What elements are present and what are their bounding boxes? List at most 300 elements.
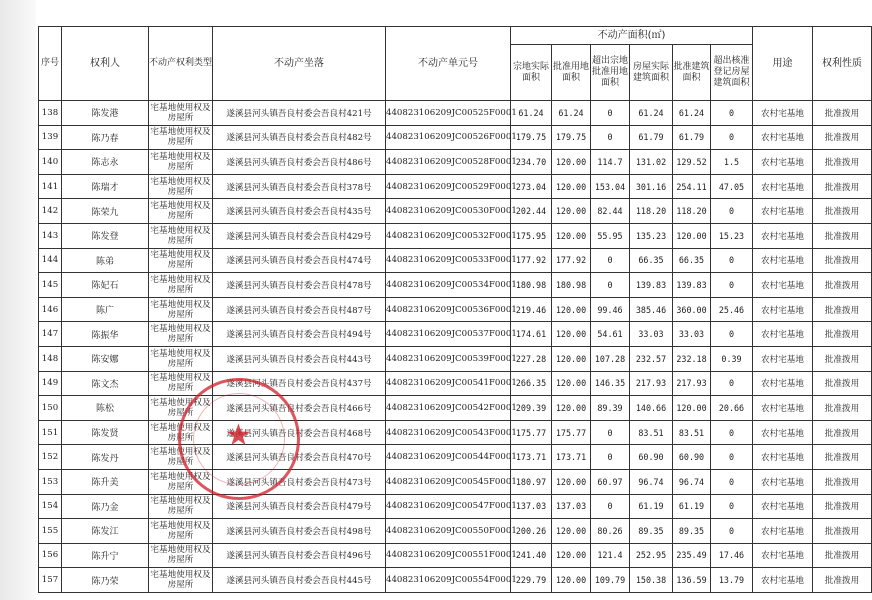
- row-right-type: 宅基地使用权及房屋所: [149, 543, 213, 568]
- table-row: [39, 199, 872, 224]
- row-seq: 149: [39, 371, 62, 396]
- row-right-type: 宅基地使用权及房屋所: [149, 297, 213, 322]
- row-excess-land: 0: [591, 101, 630, 126]
- row-usage: 农村宅基地: [753, 223, 813, 248]
- row-excess-land: 153.04: [591, 174, 630, 199]
- row-actual-land: 180.97: [511, 469, 552, 494]
- row-house-actual: 118.20: [630, 199, 673, 224]
- row-excess-land: 80.26: [591, 519, 630, 544]
- row-house-actual: 301.16: [630, 174, 673, 199]
- row-owner: 陈发登: [62, 223, 149, 248]
- row-excess-land: 55.95: [591, 223, 630, 248]
- row-excess-land: 99.46: [591, 297, 630, 322]
- row-actual-land: 61.24: [511, 101, 552, 126]
- table-row: [39, 150, 872, 175]
- row-location: 遂溪县河头镇吾良村委会吾良村496号: [213, 543, 386, 568]
- property-registry-table: [38, 26, 872, 593]
- row-excess-build: 13.79: [711, 568, 753, 593]
- row-usage: 农村宅基地: [753, 199, 813, 224]
- header-location: 不动产坐落: [213, 27, 386, 101]
- row-right-type: 宅基地使用权及房屋所: [149, 174, 213, 199]
- row-actual-land: 137.03: [511, 494, 552, 519]
- table-row: [39, 396, 872, 421]
- row-approved-build: 120.00: [673, 223, 711, 248]
- row-excess-land: 60.97: [591, 469, 630, 494]
- page-fold-shadow: [0, 0, 36, 600]
- row-usage: 农村宅基地: [753, 322, 813, 347]
- row-excess-build: 0: [711, 101, 753, 126]
- row-right-type: 宅基地使用权及房屋所: [149, 223, 213, 248]
- row-approved-land: 180.98: [552, 273, 591, 298]
- row-right-type: 宅基地使用权及房屋所: [149, 469, 213, 494]
- row-usage: 农村宅基地: [753, 445, 813, 470]
- row-seq: 147: [39, 322, 62, 347]
- row-right-type: 宅基地使用权及房屋所: [149, 273, 213, 298]
- row-house-actual: 61.19: [630, 494, 673, 519]
- row-approved-land: 120.00: [552, 346, 591, 371]
- row-excess-land: 82.44: [591, 199, 630, 224]
- row-right-type: 宅基地使用权及房屋所: [149, 445, 213, 470]
- row-owner: 陈文杰: [62, 371, 149, 396]
- table-row: [39, 248, 872, 273]
- row-right-type: 宅基地使用权及房屋所: [149, 371, 213, 396]
- row-nature: 批准拨用: [813, 322, 872, 347]
- row-approved-build: 96.74: [673, 469, 711, 494]
- row-approved-land: 175.77: [552, 420, 591, 445]
- header-unit-no: 不动产单元号: [386, 27, 511, 101]
- row-excess-land: 54.61: [591, 322, 630, 347]
- row-owner: 陈乃金: [62, 494, 149, 519]
- row-excess-build: 0: [711, 494, 753, 519]
- row-seq: 152: [39, 445, 62, 470]
- row-excess-build: 0: [711, 469, 753, 494]
- row-location: 遂溪县河头镇吾良村委会吾良村421号: [213, 101, 386, 126]
- row-excess-land: 114.7: [591, 150, 630, 175]
- table-row: [39, 445, 872, 470]
- row-owner: 陈松: [62, 396, 149, 421]
- row-seq: 151: [39, 420, 62, 445]
- row-actual-land: 273.04: [511, 174, 552, 199]
- row-owner: 陈乃春: [62, 125, 149, 150]
- row-location: 遂溪县河头镇吾良村委会吾良村429号: [213, 223, 386, 248]
- row-seq: 156: [39, 543, 62, 568]
- row-usage: 农村宅基地: [753, 273, 813, 298]
- row-location: 遂溪县河头镇吾良村委会吾良村474号: [213, 248, 386, 273]
- row-excess-land: 121.4: [591, 543, 630, 568]
- table-row: [39, 223, 872, 248]
- row-actual-land: 202.44: [511, 199, 552, 224]
- row-unit-no: 440823106209JC00554F0001: [386, 568, 511, 593]
- header-owner: 权利人: [62, 27, 149, 101]
- header-actual-land: 宗地实际面积: [511, 45, 552, 101]
- row-excess-land: 0: [591, 494, 630, 519]
- row-house-actual: 61.24: [630, 101, 673, 126]
- row-right-type: 宅基地使用权及房屋所: [149, 101, 213, 126]
- row-excess-land: 0: [591, 273, 630, 298]
- row-owner: 陈发丹: [62, 445, 149, 470]
- row-usage: 农村宅基地: [753, 174, 813, 199]
- row-nature: 批准拨用: [813, 420, 872, 445]
- row-nature: 批准拨用: [813, 248, 872, 273]
- row-owner: 陈志永: [62, 150, 149, 175]
- row-owner: 陈发贤: [62, 420, 149, 445]
- row-unit-no: 440823106209JC00526F0001: [386, 125, 511, 150]
- row-owner: 陈安娜: [62, 346, 149, 371]
- row-house-actual: 135.23: [630, 223, 673, 248]
- row-house-actual: 61.79: [630, 125, 673, 150]
- row-location: 遂溪县河头镇吾良村委会吾良村468号: [213, 420, 386, 445]
- row-house-actual: 83.51: [630, 420, 673, 445]
- row-unit-no: 440823106209JC00541F0001: [386, 371, 511, 396]
- row-approved-build: 254.11: [673, 174, 711, 199]
- row-right-type: 宅基地使用权及房屋所: [149, 396, 213, 421]
- row-owner: 陈弟: [62, 248, 149, 273]
- row-usage: 农村宅基地: [753, 101, 813, 126]
- row-excess-build: 1.5: [711, 150, 753, 175]
- row-approved-land: 120.00: [552, 543, 591, 568]
- row-approved-build: 360.00: [673, 297, 711, 322]
- row-excess-land: 109.79: [591, 568, 630, 593]
- row-nature: 批准拨用: [813, 199, 872, 224]
- row-nature: 批准拨用: [813, 543, 872, 568]
- row-nature: 批准拨用: [813, 101, 872, 126]
- row-right-type: 宅基地使用权及房屋所: [149, 150, 213, 175]
- row-approved-build: 89.35: [673, 519, 711, 544]
- row-actual-land: 177.92: [511, 248, 552, 273]
- table-row: [39, 568, 872, 593]
- row-actual-land: 209.39: [511, 396, 552, 421]
- row-excess-build: 0: [711, 445, 753, 470]
- row-actual-land: 219.46: [511, 297, 552, 322]
- row-actual-land: 173.71: [511, 445, 552, 470]
- row-owner: 陈妃石: [62, 273, 149, 298]
- row-house-actual: 150.38: [630, 568, 673, 593]
- header-approved-land: 批准用地面积: [552, 45, 591, 101]
- row-approved-build: 33.03: [673, 322, 711, 347]
- row-house-actual: 385.46: [630, 297, 673, 322]
- row-excess-build: 15.23: [711, 223, 753, 248]
- row-approved-build: 61.79: [673, 125, 711, 150]
- row-location: 遂溪县河头镇吾良村委会吾良村445号: [213, 568, 386, 593]
- row-excess-build: 20.66: [711, 396, 753, 421]
- row-seq: 154: [39, 494, 62, 519]
- row-location: 遂溪县河头镇吾良村委会吾良村473号: [213, 469, 386, 494]
- table-row: [39, 174, 872, 199]
- row-location: 遂溪县河头镇吾良村委会吾良村443号: [213, 346, 386, 371]
- table-row: [39, 322, 872, 347]
- row-usage: 农村宅基地: [753, 346, 813, 371]
- row-approved-build: 136.59: [673, 568, 711, 593]
- row-approved-build: 60.90: [673, 445, 711, 470]
- row-seq: 157: [39, 568, 62, 593]
- table-row: [39, 519, 872, 544]
- row-approved-build: 61.24: [673, 101, 711, 126]
- row-seq: 140: [39, 150, 62, 175]
- row-approved-land: 120.00: [552, 150, 591, 175]
- row-unit-no: 440823106209JC00543F0001: [386, 420, 511, 445]
- row-excess-build: 0.39: [711, 346, 753, 371]
- row-approved-build: 235.49: [673, 543, 711, 568]
- row-excess-build: 0: [711, 248, 753, 273]
- row-seq: 139: [39, 125, 62, 150]
- row-usage: 农村宅基地: [753, 125, 813, 150]
- row-usage: 农村宅基地: [753, 297, 813, 322]
- row-actual-land: 175.77: [511, 420, 552, 445]
- row-right-type: 宅基地使用权及房屋所: [149, 519, 213, 544]
- row-unit-no: 440823106209JC00536F0001: [386, 297, 511, 322]
- row-seq: 141: [39, 174, 62, 199]
- row-right-type: 宅基地使用权及房屋所: [149, 322, 213, 347]
- row-house-actual: 131.02: [630, 150, 673, 175]
- row-owner: 陈发江: [62, 519, 149, 544]
- row-approved-build: 120.00: [673, 396, 711, 421]
- header-house-actual: 房屋实际建筑面积: [630, 45, 673, 101]
- row-approved-land: 120.00: [552, 396, 591, 421]
- row-usage: 农村宅基地: [753, 420, 813, 445]
- row-nature: 批准拨用: [813, 519, 872, 544]
- row-usage: 农村宅基地: [753, 494, 813, 519]
- row-house-actual: 60.90: [630, 445, 673, 470]
- table-row: [39, 494, 872, 519]
- row-approved-build: 232.18: [673, 346, 711, 371]
- table-row: [39, 543, 872, 568]
- row-nature: 批准拨用: [813, 445, 872, 470]
- table-row: [39, 346, 872, 371]
- header-right-type: 不动产权利类型: [149, 27, 213, 101]
- row-approved-build: 66.35: [673, 248, 711, 273]
- row-excess-land: 89.39: [591, 396, 630, 421]
- row-right-type: 宅基地使用权及房屋所: [149, 199, 213, 224]
- table-row: [39, 101, 872, 126]
- row-owner: 陈升宁: [62, 543, 149, 568]
- row-location: 遂溪县河头镇吾良村委会吾良村478号: [213, 273, 386, 298]
- row-actual-land: 241.40: [511, 543, 552, 568]
- row-approved-land: 137.03: [552, 494, 591, 519]
- row-location: 遂溪县河头镇吾良村委会吾良村378号: [213, 174, 386, 199]
- row-unit-no: 440823106209JC00551F0001: [386, 543, 511, 568]
- row-approved-land: 173.71: [552, 445, 591, 470]
- row-approved-land: 120.00: [552, 322, 591, 347]
- row-unit-no: 440823106209JC00534F0001: [386, 273, 511, 298]
- row-unit-no: 440823106209JC00542F0001: [386, 396, 511, 421]
- row-actual-land: 227.28: [511, 346, 552, 371]
- row-approved-build: 139.83: [673, 273, 711, 298]
- row-unit-no: 440823106209JC00545F0001: [386, 469, 511, 494]
- row-owner: 陈广: [62, 297, 149, 322]
- header-seq: 序号: [39, 27, 62, 101]
- table-row: [39, 125, 872, 150]
- row-owner: 陈振华: [62, 322, 149, 347]
- row-location: 遂溪县河头镇吾良村委会吾良村470号: [213, 445, 386, 470]
- row-excess-land: 0: [591, 248, 630, 273]
- row-approved-build: 118.20: [673, 199, 711, 224]
- row-unit-no: 440823106209JC00550F0001: [386, 519, 511, 544]
- row-location: 遂溪县河头镇吾良村委会吾良村486号: [213, 150, 386, 175]
- table-row: [39, 297, 872, 322]
- row-approved-land: 120.00: [552, 568, 591, 593]
- row-location: 遂溪县河头镇吾良村委会吾良村494号: [213, 322, 386, 347]
- header-excess-land: 超出宗地批准用地面积: [591, 45, 630, 101]
- row-owner: 陈瑞才: [62, 174, 149, 199]
- row-nature: 批准拨用: [813, 371, 872, 396]
- row-approved-land: 120.00: [552, 519, 591, 544]
- row-house-actual: 139.83: [630, 273, 673, 298]
- row-approved-land: 61.24: [552, 101, 591, 126]
- row-unit-no: 440823106209JC00528F0001: [386, 150, 511, 175]
- row-excess-build: 25.46: [711, 297, 753, 322]
- row-house-actual: 89.35: [630, 519, 673, 544]
- row-location: 遂溪县河头镇吾良村委会吾良村479号: [213, 494, 386, 519]
- row-house-actual: 66.35: [630, 248, 673, 273]
- row-excess-build: 0: [711, 125, 753, 150]
- table-row: [39, 469, 872, 494]
- row-actual-land: 180.98: [511, 273, 552, 298]
- row-unit-no: 440823106209JC00529F0001: [386, 174, 511, 199]
- row-unit-no: 440823106209JC00530F0001: [386, 199, 511, 224]
- row-house-actual: 232.57: [630, 346, 673, 371]
- row-usage: 农村宅基地: [753, 396, 813, 421]
- row-excess-build: 0: [711, 519, 753, 544]
- row-actual-land: 174.61: [511, 322, 552, 347]
- row-nature: 批准拨用: [813, 396, 872, 421]
- row-seq: 145: [39, 273, 62, 298]
- row-nature: 批准拨用: [813, 125, 872, 150]
- row-nature: 批准拨用: [813, 150, 872, 175]
- row-excess-build: 0: [711, 322, 753, 347]
- row-nature: 批准拨用: [813, 223, 872, 248]
- row-excess-land: 0: [591, 125, 630, 150]
- row-unit-no: 440823106209JC00537F0001: [386, 322, 511, 347]
- row-owner: 陈升美: [62, 469, 149, 494]
- row-excess-build: 0: [711, 371, 753, 396]
- row-approved-land: 120.00: [552, 174, 591, 199]
- table-row: [39, 273, 872, 298]
- row-unit-no: 440823106209JC00532F0001: [386, 223, 511, 248]
- seal-star-icon: ★: [225, 418, 252, 453]
- registry-table-sheet: [38, 26, 862, 593]
- row-excess-land: 0: [591, 420, 630, 445]
- row-approved-land: 120.00: [552, 297, 591, 322]
- row-actual-land: 175.95: [511, 223, 552, 248]
- row-location: 遂溪县河头镇吾良村委会吾良村466号: [213, 396, 386, 421]
- row-excess-build: 0: [711, 273, 753, 298]
- row-nature: 批准拨用: [813, 494, 872, 519]
- row-approved-land: 120.00: [552, 469, 591, 494]
- row-approved-land: 177.92: [552, 248, 591, 273]
- row-location: 遂溪县河头镇吾良村委会吾良村487号: [213, 297, 386, 322]
- row-approved-build: 83.51: [673, 420, 711, 445]
- row-nature: 批准拨用: [813, 568, 872, 593]
- header-approved-build: 批准建筑面积: [673, 45, 711, 101]
- row-excess-land: 0: [591, 445, 630, 470]
- row-approved-build: 61.19: [673, 494, 711, 519]
- row-house-actual: 217.93: [630, 371, 673, 396]
- row-excess-build: 17.46: [711, 543, 753, 568]
- row-approved-land: 120.00: [552, 199, 591, 224]
- row-nature: 批准拨用: [813, 297, 872, 322]
- row-usage: 农村宅基地: [753, 371, 813, 396]
- row-excess-land: 146.35: [591, 371, 630, 396]
- row-usage: 农村宅基地: [753, 248, 813, 273]
- row-usage: 农村宅基地: [753, 568, 813, 593]
- row-seq: 155: [39, 519, 62, 544]
- row-approved-build: 129.52: [673, 150, 711, 175]
- header-excess-build: 超出核准登记房屋建筑面积: [711, 45, 753, 101]
- row-seq: 143: [39, 223, 62, 248]
- row-house-actual: 96.74: [630, 469, 673, 494]
- row-excess-build: 47.05: [711, 174, 753, 199]
- row-approved-build: 217.93: [673, 371, 711, 396]
- row-house-actual: 140.66: [630, 396, 673, 421]
- row-approved-land: 179.75: [552, 125, 591, 150]
- row-owner: 陈发港: [62, 101, 149, 126]
- row-unit-no: 440823106209JC00547F0001: [386, 494, 511, 519]
- row-right-type: 宅基地使用权及房屋所: [149, 346, 213, 371]
- row-nature: 批准拨用: [813, 273, 872, 298]
- row-owner: 陈荣九: [62, 199, 149, 224]
- row-unit-no: 440823106209JC00539F0001: [386, 346, 511, 371]
- table-row: [39, 420, 872, 445]
- row-seq: 144: [39, 248, 62, 273]
- row-location: 遂溪县河头镇吾良村委会吾良村482号: [213, 125, 386, 150]
- header-nature: 权利性质: [813, 27, 872, 101]
- row-usage: 农村宅基地: [753, 519, 813, 544]
- row-house-actual: 252.95: [630, 543, 673, 568]
- row-excess-land: 107.28: [591, 346, 630, 371]
- row-nature: 批准拨用: [813, 174, 872, 199]
- row-location: 遂溪县河头镇吾良村委会吾良村498号: [213, 519, 386, 544]
- row-actual-land: 229.79: [511, 568, 552, 593]
- row-nature: 批准拨用: [813, 346, 872, 371]
- row-seq: 150: [39, 396, 62, 421]
- row-right-type: 宅基地使用权及房屋所: [149, 494, 213, 519]
- row-seq: 138: [39, 101, 62, 126]
- row-actual-land: 266.35: [511, 371, 552, 396]
- row-seq: 153: [39, 469, 62, 494]
- row-right-type: 宅基地使用权及房屋所: [149, 568, 213, 593]
- row-unit-no: 440823106209JC00525F0001: [386, 101, 511, 126]
- row-unit-no: 440823106209JC00533F0001: [386, 248, 511, 273]
- row-actual-land: 234.70: [511, 150, 552, 175]
- header-usage: 用途: [753, 27, 813, 101]
- row-house-actual: 33.03: [630, 322, 673, 347]
- row-actual-land: 179.75: [511, 125, 552, 150]
- row-usage: 农村宅基地: [753, 469, 813, 494]
- row-unit-no: 440823106209JC00544F0001: [386, 445, 511, 470]
- row-location: 遂溪县河头镇吾良村委会吾良村435号: [213, 199, 386, 224]
- table-row: [39, 371, 872, 396]
- row-seq: 142: [39, 199, 62, 224]
- row-right-type: 宅基地使用权及房屋所: [149, 248, 213, 273]
- row-usage: 农村宅基地: [753, 150, 813, 175]
- row-actual-land: 200.26: [511, 519, 552, 544]
- header-area-group: 不动产面积(㎡): [511, 27, 753, 45]
- row-excess-build: 0: [711, 199, 753, 224]
- row-approved-land: 120.00: [552, 371, 591, 396]
- row-usage: 农村宅基地: [753, 543, 813, 568]
- row-right-type: 宅基地使用权及房屋所: [149, 125, 213, 150]
- table-header: [39, 27, 872, 101]
- row-location: 遂溪县河头镇吾良村委会吾良村437号: [213, 371, 386, 396]
- row-approved-land: 120.00: [552, 223, 591, 248]
- row-owner: 陈乃荣: [62, 568, 149, 593]
- table-body: [39, 101, 872, 593]
- row-right-type: 宅基地使用权及房屋所: [149, 420, 213, 445]
- row-seq: 146: [39, 297, 62, 322]
- row-excess-build: 0: [711, 420, 753, 445]
- row-seq: 148: [39, 346, 62, 371]
- row-nature: 批准拨用: [813, 469, 872, 494]
